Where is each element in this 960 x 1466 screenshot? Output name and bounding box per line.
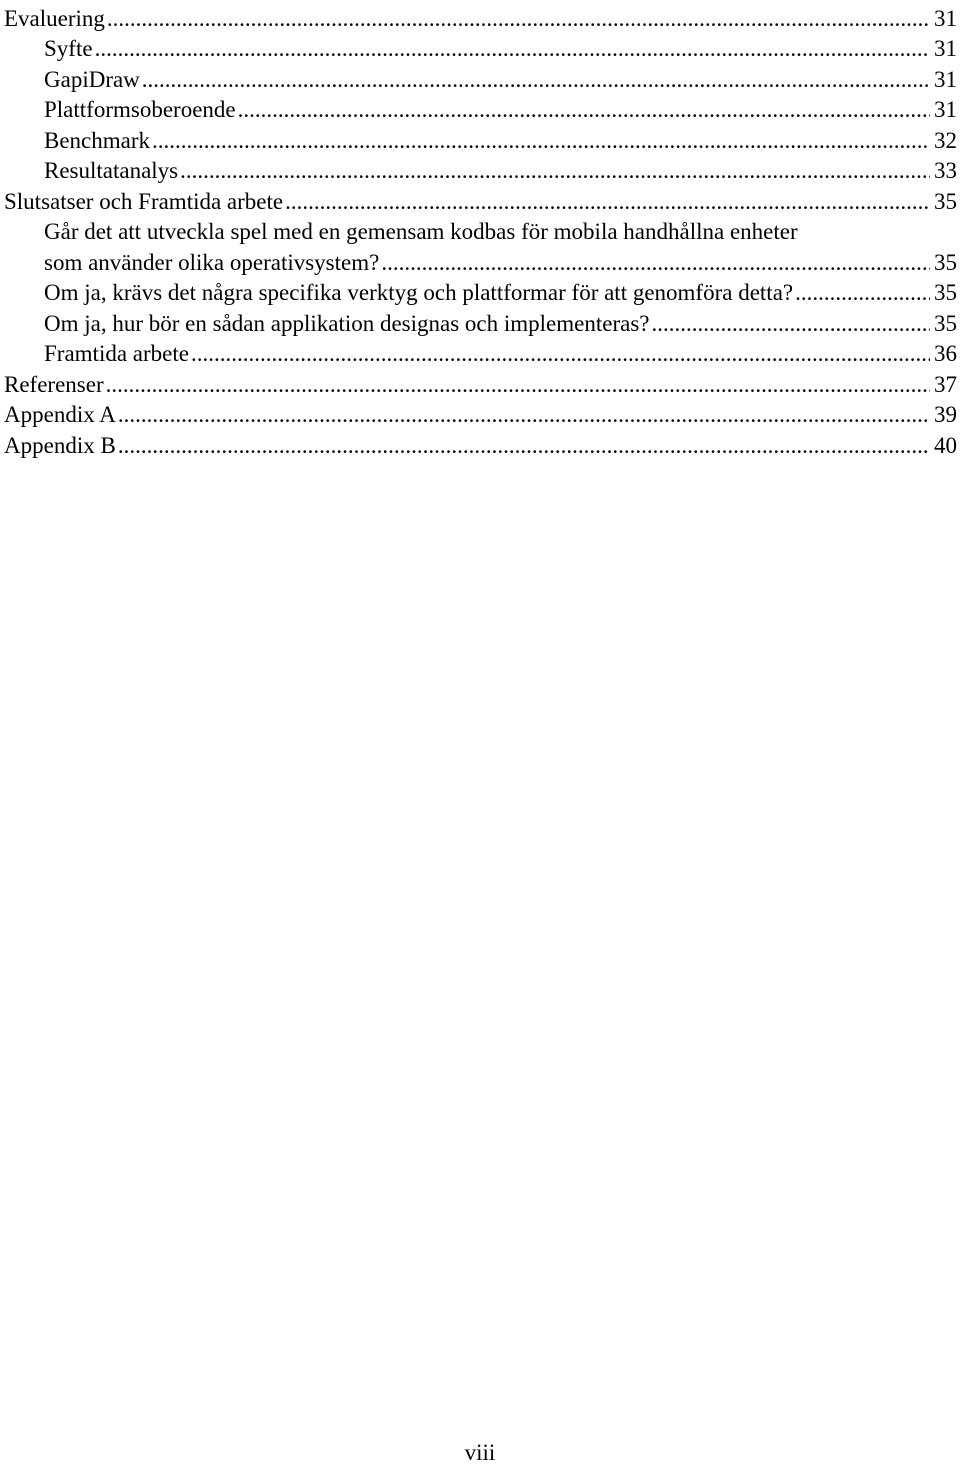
- toc-entry-title-line1: Går det att utveckla spel med en gemensam kodbas för mobila handhållna enheter: [44, 219, 798, 244]
- toc-leader-dots: [652, 312, 931, 336]
- toc-entry-gemensam-kodbas[interactable]: [0, 214, 960, 275]
- toc-entry-page: 36: [934, 341, 957, 366]
- toc-entry-title: GapiDraw: [44, 66, 140, 92]
- toc-entry-page: 37: [934, 371, 957, 397]
- toc-entry-title: Referenser: [4, 371, 104, 397]
- toc-entry-page: 40: [934, 432, 957, 458]
- toc-leader-dots: [381, 251, 930, 275]
- toc-entry-title: Appendix A: [4, 402, 116, 427]
- toc-entry-framtida-arbete[interactable]: [0, 336, 960, 367]
- toc-entry-appendix-a[interactable]: [0, 397, 960, 428]
- toc-entry-referenser[interactable]: [0, 366, 960, 397]
- toc-leader-dots: [191, 342, 930, 366]
- toc-entry-design[interactable]: [0, 305, 960, 336]
- toc-entry-title: Plattformsoberoende: [44, 97, 236, 122]
- toc-entry-title: Om ja, hur bör en sådan applikation designas och implementeras?: [44, 310, 650, 336]
- toc-entry-evaluering[interactable]: [0, 0, 960, 31]
- toc-leader-dots: [107, 7, 930, 31]
- toc-leader-dots: [285, 190, 930, 214]
- toc-leader-dots: [118, 434, 930, 458]
- toc-entry-title: Syfte: [44, 36, 93, 61]
- toc-entry-title: Framtida arbete: [44, 341, 189, 366]
- toc-entry-resultatanalys[interactable]: [0, 153, 960, 184]
- toc-leader-dots: [795, 281, 930, 305]
- toc-entry-page: 35: [934, 188, 957, 214]
- toc-entry-page: 31: [934, 5, 957, 31]
- page-number: viii: [464, 1440, 496, 1465]
- toc-leader-dots: [106, 373, 930, 397]
- toc-leader-dots: [118, 403, 930, 427]
- toc-entry-page: 31: [934, 97, 957, 122]
- toc-entry-page: 31: [934, 66, 957, 92]
- toc-entry-title-line2: som använder olika operativsystem?: [44, 249, 380, 275]
- toc-entry-gapidraw[interactable]: [0, 61, 960, 92]
- toc-entry-page: 31: [934, 36, 957, 61]
- toc-entry-verktyg[interactable]: [0, 275, 960, 306]
- toc-entry-title: Resultatanalys: [44, 158, 179, 183]
- toc-entry-syfte[interactable]: [0, 31, 960, 62]
- toc-leader-dots: [152, 129, 930, 153]
- table-of-contents: [0, 0, 960, 458]
- toc-leader-dots: [180, 159, 930, 183]
- toc-entry-title: Slutsatser och Framtida arbete: [4, 188, 284, 214]
- toc-entry-appendix-b[interactable]: [0, 427, 960, 458]
- toc-leader-dots: [95, 37, 930, 61]
- toc-entry-page: 35: [934, 280, 957, 305]
- toc-entry-last-line: [44, 244, 957, 275]
- toc-entry-page: 35: [934, 249, 957, 275]
- toc-entry-slutsatser[interactable]: [0, 183, 960, 214]
- toc-entry-plattformsoberoende[interactable]: [0, 92, 960, 123]
- toc-entry-page: 35: [934, 310, 957, 336]
- toc-entry-benchmark[interactable]: [0, 122, 960, 153]
- toc-entry-page: 39: [934, 402, 957, 427]
- toc-entry-title: Om ja, krävs det några specifika verktyg och plattformar för att genomföra detta?: [44, 280, 794, 305]
- toc-entry-page: 33: [934, 158, 957, 183]
- toc-entry-page: 32: [934, 127, 957, 153]
- toc-entry-title: Appendix B: [4, 432, 116, 458]
- toc-entry-title: Benchmark: [44, 127, 151, 153]
- toc-entry-title: Evaluering: [4, 5, 105, 31]
- toc-leader-dots: [142, 68, 930, 92]
- toc-leader-dots: [238, 98, 930, 122]
